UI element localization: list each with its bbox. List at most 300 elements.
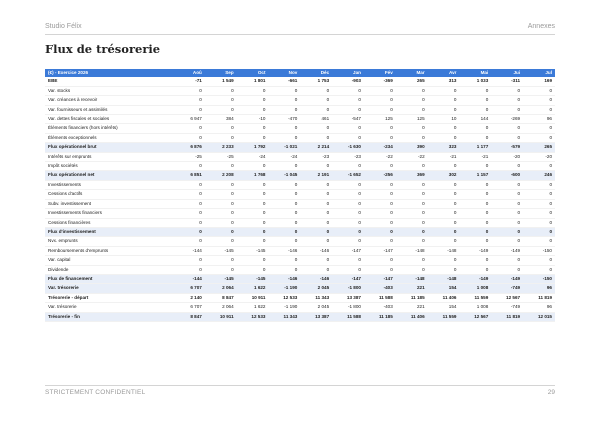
row-value: 0 <box>173 180 205 189</box>
row-value: 0 <box>332 162 364 171</box>
row-label: Investissements financiers <box>45 209 173 218</box>
row-value: 0 <box>268 180 300 189</box>
row-value: 246 <box>523 171 555 180</box>
row-value: 0 <box>491 105 523 114</box>
row-value: 125 <box>396 115 428 124</box>
row-value: 0 <box>237 256 269 265</box>
row-value: 265 <box>523 143 555 152</box>
row-value: 2 208 <box>205 171 237 180</box>
row-value: 0 <box>523 180 555 189</box>
row-value: 0 <box>332 133 364 142</box>
row-value: 10 911 <box>237 293 269 302</box>
row-value: -1 652 <box>332 171 364 180</box>
row-value: 1 008 <box>459 284 491 293</box>
row-value: 2 045 <box>300 284 332 293</box>
row-value: 11 406 <box>396 312 428 321</box>
row-value: 1 753 <box>300 77 332 86</box>
table-row <box>45 209 555 218</box>
row-label: Var. stocks <box>45 86 173 95</box>
row-value: 2 064 <box>205 284 237 293</box>
row-value: 12 015 <box>523 312 555 321</box>
row-value: 0 <box>332 218 364 227</box>
footer-confidential: STRICTEMENT CONFIDENTIEL <box>45 389 146 396</box>
row-value: 0 <box>205 86 237 95</box>
row-value: -470 <box>268 115 300 124</box>
table-body <box>45 77 555 321</box>
row-value: 0 <box>523 199 555 208</box>
row-value: 0 <box>205 237 237 246</box>
row-value: 221 <box>396 284 428 293</box>
row-value: 2 064 <box>205 303 237 312</box>
row-value: 11 559 <box>428 312 460 321</box>
table-row <box>45 96 555 105</box>
row-value: 8 847 <box>173 312 205 321</box>
row-value: 0 <box>205 209 237 218</box>
row-label: Cessions financières <box>45 218 173 227</box>
row-value: 0 <box>205 180 237 189</box>
row-value: 0 <box>237 265 269 274</box>
row-label: Investissements <box>45 180 173 189</box>
row-label: Impôt sociétés <box>45 162 173 171</box>
row-value: 0 <box>237 96 269 105</box>
row-value: -547 <box>332 115 364 124</box>
row-value: 6 851 <box>173 171 205 180</box>
row-value: 0 <box>491 218 523 227</box>
row-value: 0 <box>523 133 555 142</box>
row-value: -661 <box>268 77 300 86</box>
row-value: 0 <box>428 96 460 105</box>
row-value: 0 <box>300 209 332 218</box>
row-value: 6 947 <box>173 115 205 124</box>
row-value: 0 <box>459 105 491 114</box>
table-row <box>45 180 555 189</box>
row-value: 0 <box>173 162 205 171</box>
row-value: 323 <box>428 143 460 152</box>
row-value: -25 <box>173 152 205 161</box>
table-row <box>45 115 555 124</box>
row-value: 0 <box>396 105 428 114</box>
row-value: 0 <box>205 162 237 171</box>
row-value: 0 <box>523 105 555 114</box>
table-header-row <box>45 69 555 77</box>
table-row <box>45 284 555 293</box>
row-value: 0 <box>459 256 491 265</box>
table-row <box>45 237 555 246</box>
table-row <box>45 86 555 95</box>
row-value: 302 <box>428 171 460 180</box>
row-value: 0 <box>205 199 237 208</box>
row-value: 0 <box>523 209 555 218</box>
row-value: 0 <box>332 190 364 199</box>
table-row <box>45 162 555 171</box>
table-row <box>45 274 555 283</box>
row-value: 0 <box>300 96 332 105</box>
row-value: 11 343 <box>300 293 332 302</box>
row-value: -148 <box>428 246 460 255</box>
row-value: -150 <box>523 274 555 283</box>
row-value: 0 <box>237 218 269 227</box>
row-value: 0 <box>428 105 460 114</box>
row-value: 11 819 <box>523 293 555 302</box>
cashflow-table <box>45 69 555 322</box>
row-label: Nvx. emprunts <box>45 237 173 246</box>
row-value: 0 <box>237 237 269 246</box>
row-value: -144 <box>173 246 205 255</box>
row-value: 6 707 <box>173 284 205 293</box>
table-row <box>45 227 555 236</box>
row-value: -23 <box>300 152 332 161</box>
row-value: 0 <box>268 162 300 171</box>
row-value: 0 <box>300 237 332 246</box>
row-value: 0 <box>173 86 205 95</box>
row-value: 0 <box>459 124 491 133</box>
row-value: 0 <box>173 199 205 208</box>
row-value: 0 <box>332 124 364 133</box>
page-title: Flux de trésorerie <box>45 42 161 56</box>
table-header-month: Jan <box>332 69 364 77</box>
row-value: 0 <box>205 190 237 199</box>
row-value: 11 819 <box>491 312 523 321</box>
row-value: 0 <box>300 86 332 95</box>
row-value: 0 <box>364 256 396 265</box>
row-value: -147 <box>332 246 364 255</box>
row-value: 0 <box>332 227 364 236</box>
row-value: 154 <box>428 284 460 293</box>
row-value: 0 <box>428 209 460 218</box>
row-value: 0 <box>173 256 205 265</box>
row-value: 0 <box>205 96 237 105</box>
row-value: -1 630 <box>332 143 364 152</box>
row-value: 0 <box>428 218 460 227</box>
row-value: 0 <box>491 96 523 105</box>
row-label: Éléments financiers (hors intérêts) <box>45 124 173 133</box>
row-value: 6 707 <box>173 303 205 312</box>
row-value: 384 <box>205 115 237 124</box>
row-value: 0 <box>268 105 300 114</box>
row-value: -148 <box>396 246 428 255</box>
row-value: 0 <box>428 265 460 274</box>
row-label: Remboursements d'emprunts <box>45 246 173 255</box>
table-header-month: Fév <box>364 69 396 77</box>
row-value: 0 <box>268 237 300 246</box>
row-value: 0 <box>237 190 269 199</box>
row-value: 0 <box>268 133 300 142</box>
row-value: 0 <box>237 180 269 189</box>
row-value: 0 <box>396 199 428 208</box>
row-value: 0 <box>491 199 523 208</box>
page-footer <box>45 385 555 399</box>
row-value: 1 622 <box>237 303 269 312</box>
row-value: 0 <box>364 162 396 171</box>
row-value: 0 <box>173 105 205 114</box>
row-value: 11 343 <box>268 312 300 321</box>
row-value: -579 <box>491 143 523 152</box>
row-value: 0 <box>523 256 555 265</box>
row-value: 0 <box>268 124 300 133</box>
row-value: 0 <box>173 124 205 133</box>
row-value: 0 <box>268 86 300 95</box>
row-value: 0 <box>268 199 300 208</box>
table-row <box>45 312 555 321</box>
row-value: 0 <box>268 265 300 274</box>
row-value: 0 <box>459 180 491 189</box>
row-value: 0 <box>491 256 523 265</box>
row-value: 1 792 <box>237 143 269 152</box>
row-value: -1 190 <box>268 284 300 293</box>
row-label: Dividende <box>45 265 173 274</box>
row-value: 0 <box>364 218 396 227</box>
row-value: 0 <box>523 162 555 171</box>
row-value: 0 <box>364 199 396 208</box>
row-value: 0 <box>205 133 237 142</box>
row-value: 0 <box>396 227 428 236</box>
row-value: -149 <box>491 274 523 283</box>
row-value: 12 567 <box>491 293 523 302</box>
row-value: 0 <box>491 227 523 236</box>
row-value: 144 <box>459 115 491 124</box>
row-value: 0 <box>491 209 523 218</box>
row-value: 0 <box>268 256 300 265</box>
row-value: -269 <box>491 115 523 124</box>
row-value: 0 <box>396 133 428 142</box>
row-value: 0 <box>332 199 364 208</box>
row-value: 11 559 <box>459 293 491 302</box>
row-value: 0 <box>364 124 396 133</box>
row-value: -24 <box>237 152 269 161</box>
row-value: -749 <box>491 303 523 312</box>
row-value: 0 <box>205 256 237 265</box>
row-value: 0 <box>428 190 460 199</box>
row-value: 0 <box>491 124 523 133</box>
row-value: 0 <box>364 265 396 274</box>
row-value: 0 <box>300 124 332 133</box>
row-value: -369 <box>364 77 396 86</box>
row-value: 0 <box>173 227 205 236</box>
row-value: 0 <box>332 237 364 246</box>
row-value: 0 <box>459 218 491 227</box>
table-row <box>45 143 555 152</box>
row-value: 0 <box>268 218 300 227</box>
row-value: -145 <box>237 274 269 283</box>
row-value: 0 <box>205 124 237 133</box>
row-value: 0 <box>428 86 460 95</box>
row-value: 1 033 <box>459 77 491 86</box>
page-number: 29 <box>547 389 555 396</box>
row-value: 0 <box>300 190 332 199</box>
row-value: 0 <box>173 265 205 274</box>
row-value: -22 <box>364 152 396 161</box>
row-value: 0 <box>332 86 364 95</box>
row-value: -1 045 <box>268 171 300 180</box>
row-value: 11 588 <box>332 312 364 321</box>
row-value: 0 <box>396 162 428 171</box>
row-value: 154 <box>428 303 460 312</box>
row-value: 96 <box>523 284 555 293</box>
header-section: Annexes <box>527 23 555 30</box>
row-value: 0 <box>364 227 396 236</box>
row-value: 0 <box>268 96 300 105</box>
row-value: 0 <box>268 190 300 199</box>
row-value: -23 <box>332 152 364 161</box>
row-value: 313 <box>428 77 460 86</box>
row-value: 0 <box>300 227 332 236</box>
row-value: 0 <box>428 124 460 133</box>
row-value: 0 <box>205 227 237 236</box>
row-value: 0 <box>237 133 269 142</box>
row-value: 0 <box>332 105 364 114</box>
row-value: 1 622 <box>237 284 269 293</box>
row-value: 0 <box>428 256 460 265</box>
row-value: 0 <box>237 162 269 171</box>
header-company: Studio Félix <box>45 23 82 30</box>
row-value: -21 <box>428 152 460 161</box>
row-value: 0 <box>173 190 205 199</box>
row-value: 0 <box>364 133 396 142</box>
row-value: 6 876 <box>173 143 205 152</box>
row-value: 11 185 <box>364 312 396 321</box>
row-value: 0 <box>491 86 523 95</box>
table-row <box>45 190 555 199</box>
row-value: -146 <box>268 246 300 255</box>
row-label: Flux opérationnel net <box>45 171 173 180</box>
table-row <box>45 152 555 161</box>
row-value: 0 <box>523 190 555 199</box>
row-value: 0 <box>428 227 460 236</box>
row-label: Cessions d'actifs <box>45 190 173 199</box>
row-value: 0 <box>396 237 428 246</box>
row-value: 0 <box>364 96 396 105</box>
row-label: Var. trésorerie <box>45 303 173 312</box>
row-value: 0 <box>300 218 332 227</box>
row-value: 11 185 <box>396 293 428 302</box>
row-label: Var. créances à recevoir <box>45 96 173 105</box>
row-value: 0 <box>364 86 396 95</box>
row-value: 0 <box>300 162 332 171</box>
row-value: -146 <box>300 274 332 283</box>
row-value: -10 <box>237 115 269 124</box>
row-value: 0 <box>396 180 428 189</box>
row-value: 0 <box>523 124 555 133</box>
row-value: -145 <box>205 246 237 255</box>
table-row <box>45 218 555 227</box>
row-value: 0 <box>491 190 523 199</box>
row-value: -147 <box>364 274 396 283</box>
table-row <box>45 256 555 265</box>
row-value: -20 <box>523 152 555 161</box>
page-header <box>45 22 555 35</box>
row-value: 0 <box>459 237 491 246</box>
row-value: 0 <box>459 86 491 95</box>
row-value: 10 <box>428 115 460 124</box>
cashflow-table-container <box>45 69 555 322</box>
row-value: 0 <box>237 124 269 133</box>
row-value: -600 <box>491 171 523 180</box>
row-value: 0 <box>205 265 237 274</box>
row-value: 1 549 <box>205 77 237 86</box>
row-label: Var. dettes fiscales et sociales <box>45 115 173 124</box>
row-value: 0 <box>173 218 205 227</box>
row-value: 1 177 <box>459 143 491 152</box>
row-value: 0 <box>300 105 332 114</box>
row-label: Var. capital <box>45 256 173 265</box>
row-value: 8 847 <box>205 293 237 302</box>
row-value: 2 233 <box>205 143 237 152</box>
row-value: 12 567 <box>459 312 491 321</box>
row-value: 0 <box>428 180 460 189</box>
row-value: 96 <box>523 115 555 124</box>
row-value: 0 <box>491 162 523 171</box>
row-value: -25 <box>205 152 237 161</box>
table-row <box>45 199 555 208</box>
row-value: 169 <box>523 77 555 86</box>
row-value: -1 021 <box>268 143 300 152</box>
row-value: 12 533 <box>268 293 300 302</box>
row-value: 0 <box>459 199 491 208</box>
row-value: 2 191 <box>300 171 332 180</box>
row-value: -146 <box>268 274 300 283</box>
table-row <box>45 124 555 133</box>
row-value: 0 <box>268 209 300 218</box>
row-value: 265 <box>396 77 428 86</box>
row-value: 0 <box>364 180 396 189</box>
row-value: -146 <box>300 246 332 255</box>
row-value: -20 <box>491 152 523 161</box>
row-value: 0 <box>428 199 460 208</box>
row-value: 0 <box>459 96 491 105</box>
row-label: Flux d'investissement <box>45 227 173 236</box>
row-value: 0 <box>523 265 555 274</box>
row-value: 0 <box>173 96 205 105</box>
row-label: Éléments exceptionnels <box>45 133 173 142</box>
row-value: -234 <box>364 143 396 152</box>
row-value: 0 <box>237 86 269 95</box>
row-value: 13 387 <box>300 312 332 321</box>
row-value: -22 <box>396 152 428 161</box>
row-value: 0 <box>396 124 428 133</box>
row-value: 0 <box>491 237 523 246</box>
row-value: -71 <box>173 77 205 86</box>
row-value: -145 <box>237 246 269 255</box>
row-value: 0 <box>300 256 332 265</box>
row-value: 0 <box>205 105 237 114</box>
row-value: 12 533 <box>237 312 269 321</box>
row-value: 0 <box>428 162 460 171</box>
row-label: Trésorerie - départ <box>45 293 173 302</box>
table-header-month: Avr <box>428 69 460 77</box>
row-value: 0 <box>173 133 205 142</box>
row-value: 96 <box>523 303 555 312</box>
row-value: 0 <box>459 227 491 236</box>
row-value: 0 <box>364 209 396 218</box>
table-header-month: Mar <box>396 69 428 77</box>
row-label: Var. fournisseurs et assimilés <box>45 105 173 114</box>
row-value: 0 <box>332 96 364 105</box>
row-value: 0 <box>491 180 523 189</box>
row-value: 125 <box>364 115 396 124</box>
row-value: 2 045 <box>300 303 332 312</box>
row-value: 0 <box>459 162 491 171</box>
row-value: -903 <box>332 77 364 86</box>
row-label: Intérêts sur emprunts <box>45 152 173 161</box>
row-value: -21 <box>459 152 491 161</box>
row-value: 0 <box>523 96 555 105</box>
row-value: 0 <box>173 209 205 218</box>
row-value: 0 <box>364 190 396 199</box>
table-header-month: Déc <box>300 69 332 77</box>
row-value: -148 <box>428 274 460 283</box>
table-row <box>45 77 555 86</box>
table-header-label: (€) - Exercice 2026 <box>45 69 173 77</box>
